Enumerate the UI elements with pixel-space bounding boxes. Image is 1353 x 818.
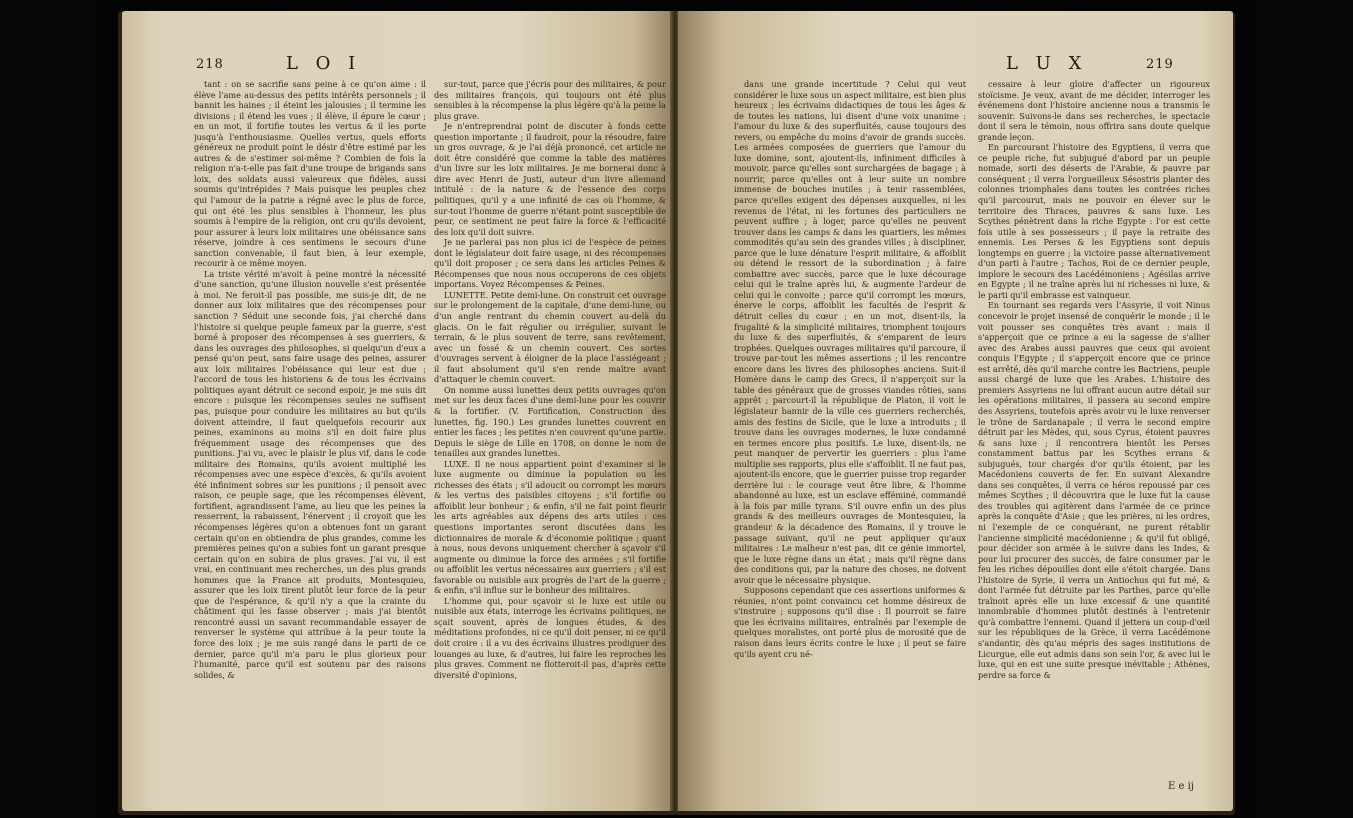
left-page-number: 218 bbox=[196, 57, 224, 72]
right-page-column-2 bbox=[978, 79, 1210, 779]
paragraph: L'homme qui, pour sçavoir si le luxe est utile ou nuisible aux états, interroge les écrivains politiques, ne sçait souvent, après de longues études, & des méditations profondes, ni ce qu'il doit penser, ni ce qu'il doit croire : il a vu des écrivains illustres prodiguer des louanges au luxe, & d'autres, lui faire les reproches les plus graves. Comment ne flotteroit-il pas, d'après cette diversité d'opinions, bbox=[434, 595, 666, 680]
left-page bbox=[122, 11, 677, 811]
paragraph: cessaire à leur gloire d'affecter un rigoureux stoïcisme. Je veux, avant de me décider, interroger les événemens dont l'histoire ancienne nous a transmis le souvenir. Suivons-le dans ses recherches, le spectacle dont il sera le témoin, nous offrira sans doute quelque grande leçon. bbox=[978, 79, 1210, 142]
paragraph: sur-tout, parce que j'écris pour des militaires, & pour des militaires françois, qui toujours ont été plus sensibles à la récompense la plus légère qu'à la peine la plus grave. bbox=[434, 79, 666, 121]
entry-luxe: LUXE. Il ne nous appartient point d'examiner si le luxe augmente ou diminue la population ou les richesses des états ; s'il adoucit ou corrompt les mœurs & les vertus des paisibles citoyens ; s'il fortifie ou affoiblit leur bonheur ; & enfin, s'il ne fait point fleurir les arts agréables aux dépens des arts utiles : ces questions importantes seront discutées dans les dictionnaires de morale & d'économie politique ; quant à nous, nous devons uniquement chercher à sçavoir s'il augmente ou diminue la force des armées ; s'il fortifie ou affoiblit les vertus nécessaires aux guerriers ; s'il est favorable ou nuisible aux progrès de l'art de la guerre ; & enfin, s'il influe sur le bonheur des militaires. bbox=[434, 458, 666, 596]
paragraph: En tournant ses regards vers l'Assyrie, il voit Ninus concevoir le projet insensé de conquérir le monde ; il le voit pousser ses conquêtes très avant : mais il s'apperçoit que ce prince a eu la sagesse de s'allier avec des Arabes aussi pauvres que ceux qui avoient conquis l'Egypte ; il s'apperçoit encore que ce prince est arrêté, dès qu'il marche contre les Bactriens, peuple aussi chargé de luxe que les Arabes. L'histoire des premiers Assyriens ne lui offrant aucun autre détail sur les opérations militaires, il passera au second empire des Assyriens, toutefois après avoir vu le luxe renverser le trône de Sardanapale ; il verra le second empire détruit par les Mèdes, qui, sous Cyrus, étoient pauvres & sans luxe ; il rencontrera bientôt les Perses constamment battus par les Scythes errans & subjugués, tour chargés d'or qu'ils étoient, par les Macédoniens couverts de fer. En suivant Alexandre dans ses conquêtes, il verra ce héros repoussé par ces mêmes Scythes ; il découvrira que le luxe fut la cause des troubles qui agitèrent dans l'armée de ce prince après la conquête d'Asie ; que les prières, ni les ordres, ni l'exemple de ce conquérant, ne purent rétablir l'ancienne simplicité macédonienne ; & qu'il fut obligé, pour décider son armée à le suivre dans les Indes, & pour lui procurer des succès, de faire consumer par le feu les riches dépouilles dont elle s'étoit chargée. Dans l'histoire de Syrie, il verra un Antiochus qui fut mé, & dont l'armée fut détruite par les Parthes, parce qu'elle traînoit après elle un luxe excessif & une quantité innombrable d'hommes plutôt destinés à l'entretenir qu'à combattre l'ennemi. Quand il jettera un coup-d'œil sur les républiques de la Grèce, il verra Lacédémone s'andantir, dès qu'au mépris des sages institutions de Licurgue, elle eut admis dans son sein l'or, & avec lui le luxe, qui en est une suite presque inévitable ; Athènes, perdre sa force & bbox=[978, 300, 1210, 680]
paragraph: On nomme aussi lunettes deux petits ouvrages qu'on met sur les deux faces d'une demi-lune pour les couvrir & la fortifier. (V. Fortification, Construction des lunettes, fig. 190.) Les grandes lunettes couvrent en entier les faces ; les petites n'en couvrent qu'une partie. Depuis le siège de Lille en 1708, on donne le nom de tenailles aux grandes lunettes. bbox=[434, 384, 666, 459]
paragraph: La triste vérité m'avoit à peine montré la nécessité d'une sanction, qu'une illusion nouvelle s'est présentée à moi. Ne feroit-il pas possible, me suis-je dit, de ne donner aux loix militaires que des récompenses pour sanction ? Séduit une seconde fois, j'ai cherché dans l'histoire si quelque peuple fameux par la guerre, s'est borné à proposer des récompenses à ses guerriers, & dans les ouvrages des philosophes, si quelqu'un d'eux a pensé qu'on peut, sans faire usage des peines, assurer aux loix militaires l'obéissance qui leur est due ; l'accord de tous les historiens & de tous les écrivains politiques ayant détruit ce second espoir, je me suis dit encore : puisque les récompenses seules ne suffisent pas, puisque pour conduire les militaires au but qu'ils doivent atteindre, il faut quelquefois recourir aux peines, examinons au moins s'il en doit faire plus fréquemment usage des récompenses que des punitions. J'ai vu, avec le plaisir le plus vif, dans le code militaire des Romains, qu'ils avoient multiplié les récompenses avec une espèce d'excès, & qu'ils avoient été infiniment sobres sur les punitions ; il pensoit avec raison, ce peuple sage, que les récompenses élèvent, fortifient, agrandissent l'ame, au lieu que les peines la resserrent, la rabaissent, l'énervent ; il croyoit que les récompenses légères qu'on a obtenues font un garant certain qu'on en obtiendra de plus grandes, comme les premières peines qu'on a subies font un garant presque certain qu'on en subira de plus graves. J'ai vu, il est vrai, en continuant mes recherches, un des plus grands hommes que la France ait produits, Montesquieu, assurer que les loix tirent plutôt leur force de la peur que de l'espérance, & qu'il n'y a que la crainte du châtiment qui les fasse observer ; mais j'ai bientôt rencontré aussi un savant recommandable essayer de renverser le système qui attribue à la peur toute la force des loix ; je me suis rangé dans le parti de ce dernier, parce qu'il m'a paru le plus glorieux pour l'humanité, parce qu'il est soutenu par des raisons solides, & bbox=[194, 268, 426, 680]
left-page-column-2 bbox=[434, 79, 666, 779]
right-page bbox=[678, 11, 1233, 811]
left-running-head: L O I bbox=[286, 53, 362, 74]
right-page-header bbox=[678, 53, 1233, 77]
right-page-column-1 bbox=[734, 79, 966, 779]
paragraph: Supposons cependant que ces assertions uniformes & réunies, n'ont point convaincu cet homme désireux de s'instruire ; supposons qu'il dise : Il pourroit se faire que les écrivains militaires, entraînés par l'exemple de quelques moralistes, ont porté plus de morosité que de raison dans leurs écrits contre le luxe ; il peut se faire qu'ils ayent cru né- bbox=[734, 585, 966, 659]
paragraph: dans une grande incertitude ? Celui qui veut considérer le luxe sous un aspect militaire, est bien plus heureux ; les écrivains didactiques de tous les âges & de toutes les nations, lui disent d'une voix unanime : l'amour du luxe & des superfluités, cause toujours des revers, ou empêche du moins d'avoir de grands succès. Les armées composées de guerriers que l'amour du luxe domine, sont, ajoutent-ils, infiniment difficiles à mouvoir, parce qu'elles sont surchargées de bagage ; à nourrir, parce qu'elles ont à leur suite un nombre immense de bouches inutiles ; à tenir rassemblées, parce qu'elles exigent des dépenses auxquelles, ni les revenus de l'état, ni les fortunes des particuliers ne peuvent suffire ; à loger, parce qu'elles ne peuvent trouver dans les camps & dans les quartiers, les mêmes commodités qu'au sein des grandes villes ; à discipliner, parce que le luxe dénature l'esprit militaire, & affoiblit ou détend le ressort de la subordination ; à faire combattre avec succès, parce que le luxe décourage celui qui le traîne après lui, & augmente l'ardeur de celui qui le convoite ; parce qu'il corrompt les mœurs, énerve le corps, affoiblit les facultés de l'esprit & détruit celles du cœur ; en un mot, disent-ils, la frugalité & la simplicité militaires, triomphent toujours du luxe & des superfluités, & s'emparent de leurs trophées. Quelques ouvrages militaires qu'il parcoure, il trouve par-tout les mêmes assertions ; il les rencontre encore dans les livres des philosophes anciens. Suit-il Homère dans le camp des Grecs, il n'apperçoit sur la table des généraux que de grosses viandes rôties, sans apprêt ; parcourt-il la république de Platon, il voit le législateur bannir de la ville ces guerriers recherchés, amis des festins de Sicile, que le luxe a introduits ; il trouve dans les ouvrages modernes, le luxe condamné en termes encore plus positifs. Le luxe, disent-ils, ne peut manquer de pervertir les guerriers : plus l'ame multiplie ses rapports, plus elle s'affoiblit. Il ne faut pas, ajoutent-ils encore, que le guerrier puisse trop regarder derrière lui : le courage veut être libre, & l'homme abandonné au luxe, est un esclave efféminé, commandé à la fois par mille tyrans. S'il ouvre enfin un des plus grands & des meilleurs ouvrages de Montesquieu, la grandeur & la décadence des Romains, il y trouve le passage suivant, qu'il ne peut appliquer qu'aux militaires : Le malheur n'est pas, dit ce génie immortel, que le luxe règne dans un état ; mais qu'il règne dans des conditions qui, par la nature des choses, ne doivent avoir que le nécessaire physique. bbox=[734, 79, 966, 585]
open-book bbox=[118, 11, 1235, 815]
entry-lunette: LUNETTE. Petite demi-lune. On construit cet ouvrage sur le prolongement de la capitale, d'une demi-lune, ou d'un angle rentrant du chemin couvert au-delà du glacis. On le fait régulier ou irrégulier, suivant le terrain, & le plus souvent de terre, sans revêtement, avec un fossé & un chemin couvert. Ces sortes d'ouvrages servent à éloigner de la place l'assiégeant ; il faut absolument qu'il s'en rende maître avant d'attaquer le chemin couvert. bbox=[434, 289, 666, 385]
right-running-head: L U X bbox=[1006, 53, 1088, 74]
paragraph: Je ne parlerai pas non plus ici de l'espèce de peines dont le législateur doit faire usage, ni des récompenses qu'il doit proposer ; ce sera dans les articles Peines & Récompenses que nous nous occuperons de ces objets importans. Voyez Récompenses & Peines. bbox=[434, 237, 666, 290]
paragraph: Je n'entreprendrai point de discuter à fonds cette question importante ; il faudroit, pour la résoudre, faire un gros ouvrage, & je l'ai déjà prononcé, cet article ne doit être considéré que comme la table des matières d'un livre sur les loix militaires. Je me bornerai donc à dire avec Henri de Justi, auteur d'un livre allemand intitulé : de la nature & de l'essence des corps politiques, qu'il y a une infinité de cas où l'homme, & sur-tout l'homme de guerre n'étant point susceptible de peur, ce sentiment ne peut faire la force & l'efficacité des loix qu'il doit suivre. bbox=[434, 121, 666, 237]
left-page-column-1 bbox=[194, 79, 426, 779]
paragraph: En parcourant l'histoire des Egyptiens, il verra que ce peuple riche, fut subjugué d'abord par un peuple nomade, sorti des déserts de l'Arabie, & pauvre par conséquent ; il verra l'orgueilleux Sésostris planter des colonnes triomphales dans toutes les contrées riches qu'il parcourut, mais ne pouvoir en élever sur le territoire des Thraces, pauvres & sans luxe. Les Scythes pénètrent dans la riche Egypte : l'or est cette fois utile à ses possesseurs ; il paye la retraite des ennemis. Les Perses & les Egyptiens sont depuis longtemps en guerre ; la victoire passe alternativement d'un parti à l'autre ; Tachos, Roi de ce dernier peuple, implore le secours des Lacédémoniens ; Agésilas arrive en Egypte ; il ne traîne après lui ni richesses ni luxe, & le parti qu'il embrasse est vainqueur. bbox=[978, 142, 1210, 300]
left-page-header bbox=[122, 53, 677, 77]
signature-mark: E e ij bbox=[1168, 781, 1194, 792]
right-page-number: 219 bbox=[1146, 57, 1174, 72]
paragraph: tant : on se sacrifie sans peine à ce qu'on aime : il élève l'ame au-dessus des petits intérêts personnels ; il bannit les haines ; il éteint les jalousies ; il termine les divisions ; il étend les vues ; il élève, il épure le cœur ; en un mot, il fortifie toutes les vertus & il les porte jusqu'à l'enthousiasme. Quelles vertus, quels efforts généreux ne produit point le désir d'être estimé par les autres & de s'estimer soi-même ? Combien de fois la religion n'a-t-elle pas fait d'une troupe de brigands sans loix, des soldats aussi valeureux que fidèles, aussi soumis qu'intrépides ? Mais puisque les peuples chez qui l'amour de la patrie a régné avec le plus de force, qui ont été les plus sensibles à l'honneur, les plus soumis à l'empire de la religion, ont cru qu'ils devoient, pour assurer à leurs loix militaires une obéissance sans réserve, joindre à ces sentimens le secours d'une sanction convenable, il faut bien, à leur exemple, recourir à ce même moyen. bbox=[194, 79, 426, 269]
